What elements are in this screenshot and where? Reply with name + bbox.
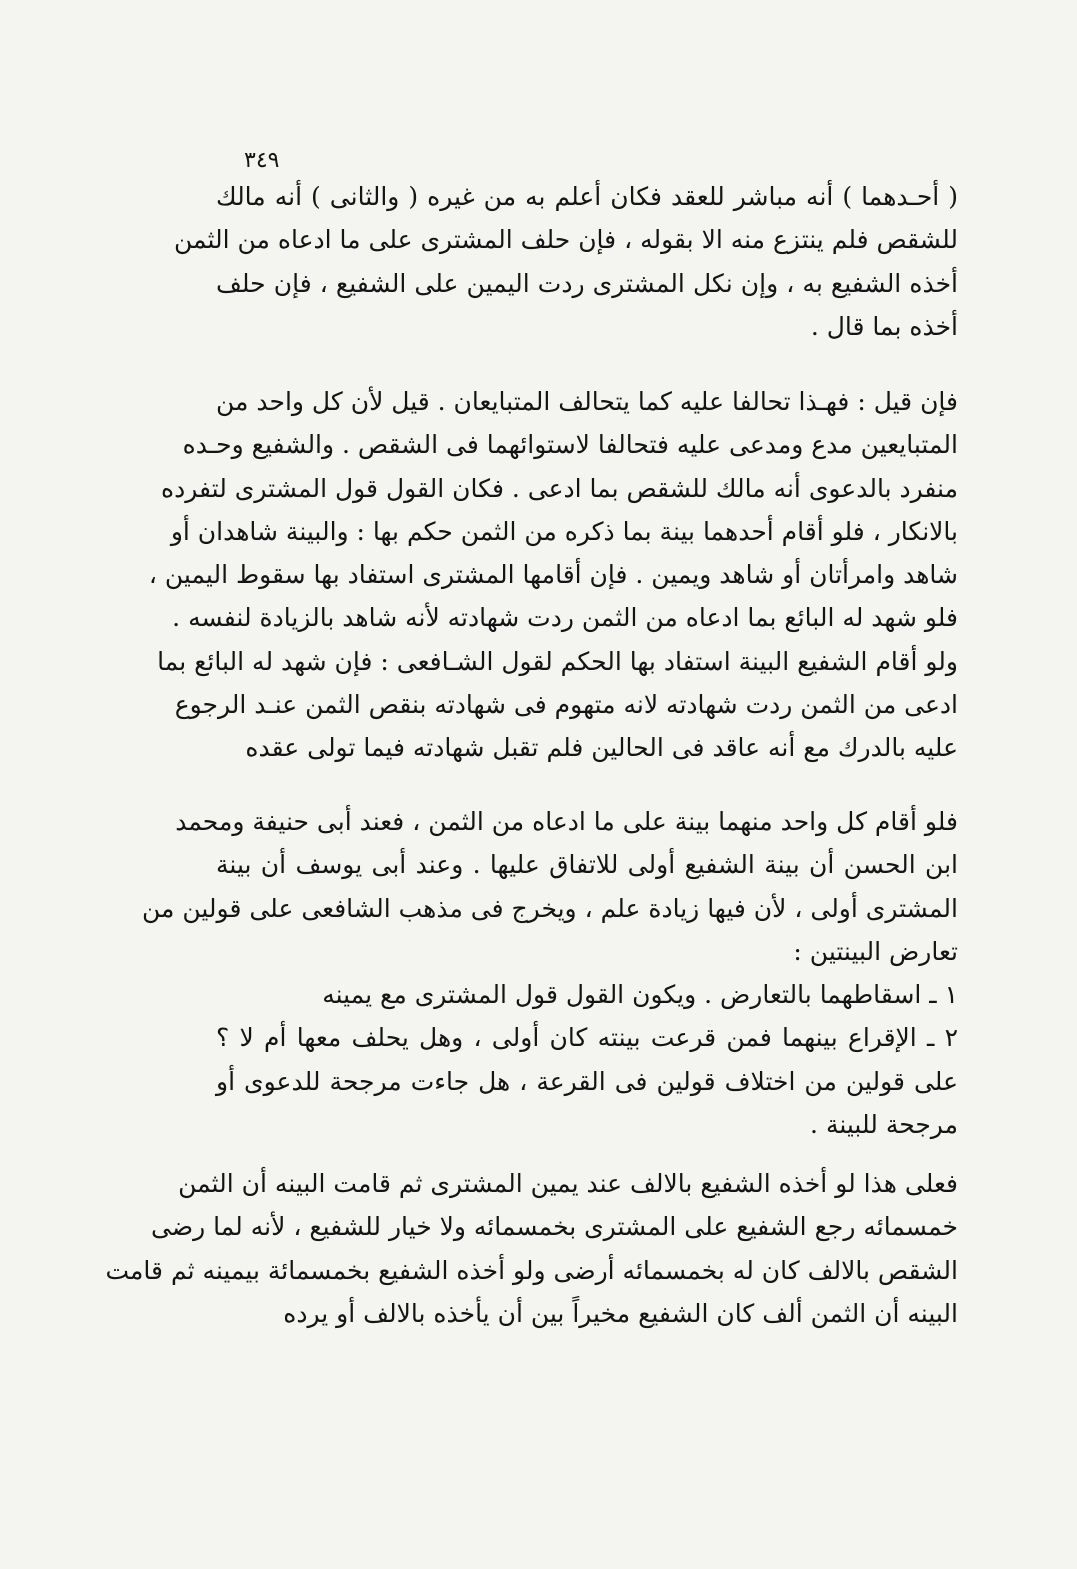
text-line: للشقص فلم ينتزع منه الا بقوله ، فإن حلف المشترى على ما ادعاه من الثمن [173,225,958,255]
text-line: عليه بالدرك مع أنه عاقد فى الحالين فلم تقبل شهادته فيما تولى عقده [245,733,958,763]
text-line: بالانكار ، فلو أقام أحدهما بينة بما ذكره من الثمن حكم بها : والبينة شاهدان أو [170,516,958,546]
text-line: أخذه بما قال . [810,311,958,341]
list-item: ٢ ـ الإقراع بينهما فمن قرعت بينته كان أولى ، وهل يحلف معها أم لا ؟ [216,1023,958,1053]
paragraph-2 [148,380,958,770]
text-line: مرجحة للبينة . [810,1110,958,1140]
paragraph-4 [105,1162,958,1335]
text-line: تعارض البينتين : [793,936,958,966]
paragraph-3 [141,800,958,1146]
text-line: خمسمائه رجع الشفيع على المشترى بخمسمائه ولا خيار للشفيع ، لأنه لما رضى [151,1212,958,1242]
text-line: الشقص بالالف كان له بخمسمائه أرضى ولو أخذه الشفيع بخمسمائة بيمينه ثم قامت [105,1255,958,1285]
text-line: البينه أن الثمن ألف كان الشفيع مخيراً بين أن يأخذه بالالف أو يرده [283,1298,958,1328]
text-line: ادعى من الثمن ردت شهادته لانه متهوم فى شهادته بنقص الثمن عنـد الرجوع [174,690,958,720]
text-line: فعلى هذا لو أخذه الشفيع بالالف عند يمين المشترى ثم قامت البينه أن الثمن [178,1169,958,1198]
text-line: ولو أقام الشفيع البينة استفاد بها الحكم لقول الشـافعى : فإن شهد له البائع بما [157,646,958,676]
text-line: فإن قيل : فهـذا تحالفا عليه كما يتحالف المتبايعان . قيل لأن كل واحد من [216,387,958,416]
text-line: فلو شهد له البائع بما ادعاه من الثمن ردت شهادته لأنه شاهد بالزيادة لنفسه . [172,603,958,633]
text-line: على قولين من اختلاف قولين فى القرعة ، هل جاءت مرجحة للدعوى أو [216,1066,958,1096]
text-line: ( أحـدهما ) أنه مباشر للعقد فكان أعلم به من غيره ( والثانى ) أنه مالك [216,182,958,211]
text-line: فلو أقام كل واحد منهما بينة على ما ادعاه من الثمن ، فعند أبى حنيفة ومحمد [175,807,958,836]
text-line: المشترى أولى ، لأن فيها زيادة علم ، ويخرج فى مذهب الشافعى على قولين من [141,893,958,923]
list-item: ١ ـ اسقاطهما بالتعارض . ويكون القول قول المشترى مع يمينه [322,980,958,1010]
text-line: أخذه الشفيع به ، وإن نكل المشترى ردت اليمين على الشفيع ، فإن حلف [216,268,958,298]
page-number: ٣٤٩ [244,148,280,173]
text-line: ابن الحسن أن بينة الشفيع أولى للاتفاق عليها . وعند أبى يوسف أن بينة [216,850,958,880]
paragraph-1 [173,175,958,348]
text-line: منفرد بالدعوى أنه مالك للشقص بما ادعى . فكان القول قول المشترى لتفرده [161,473,958,503]
text-line: شاهد وامرأتان أو شاهد ويمين . فإن أقامها المشترى استفاد بها سقوط اليمين ، [148,560,958,590]
text-line: المتبايعين مدع ومدعى عليه فتحالفا لاستوائهما فى الشقص . والشفيع وحـده [182,430,958,460]
